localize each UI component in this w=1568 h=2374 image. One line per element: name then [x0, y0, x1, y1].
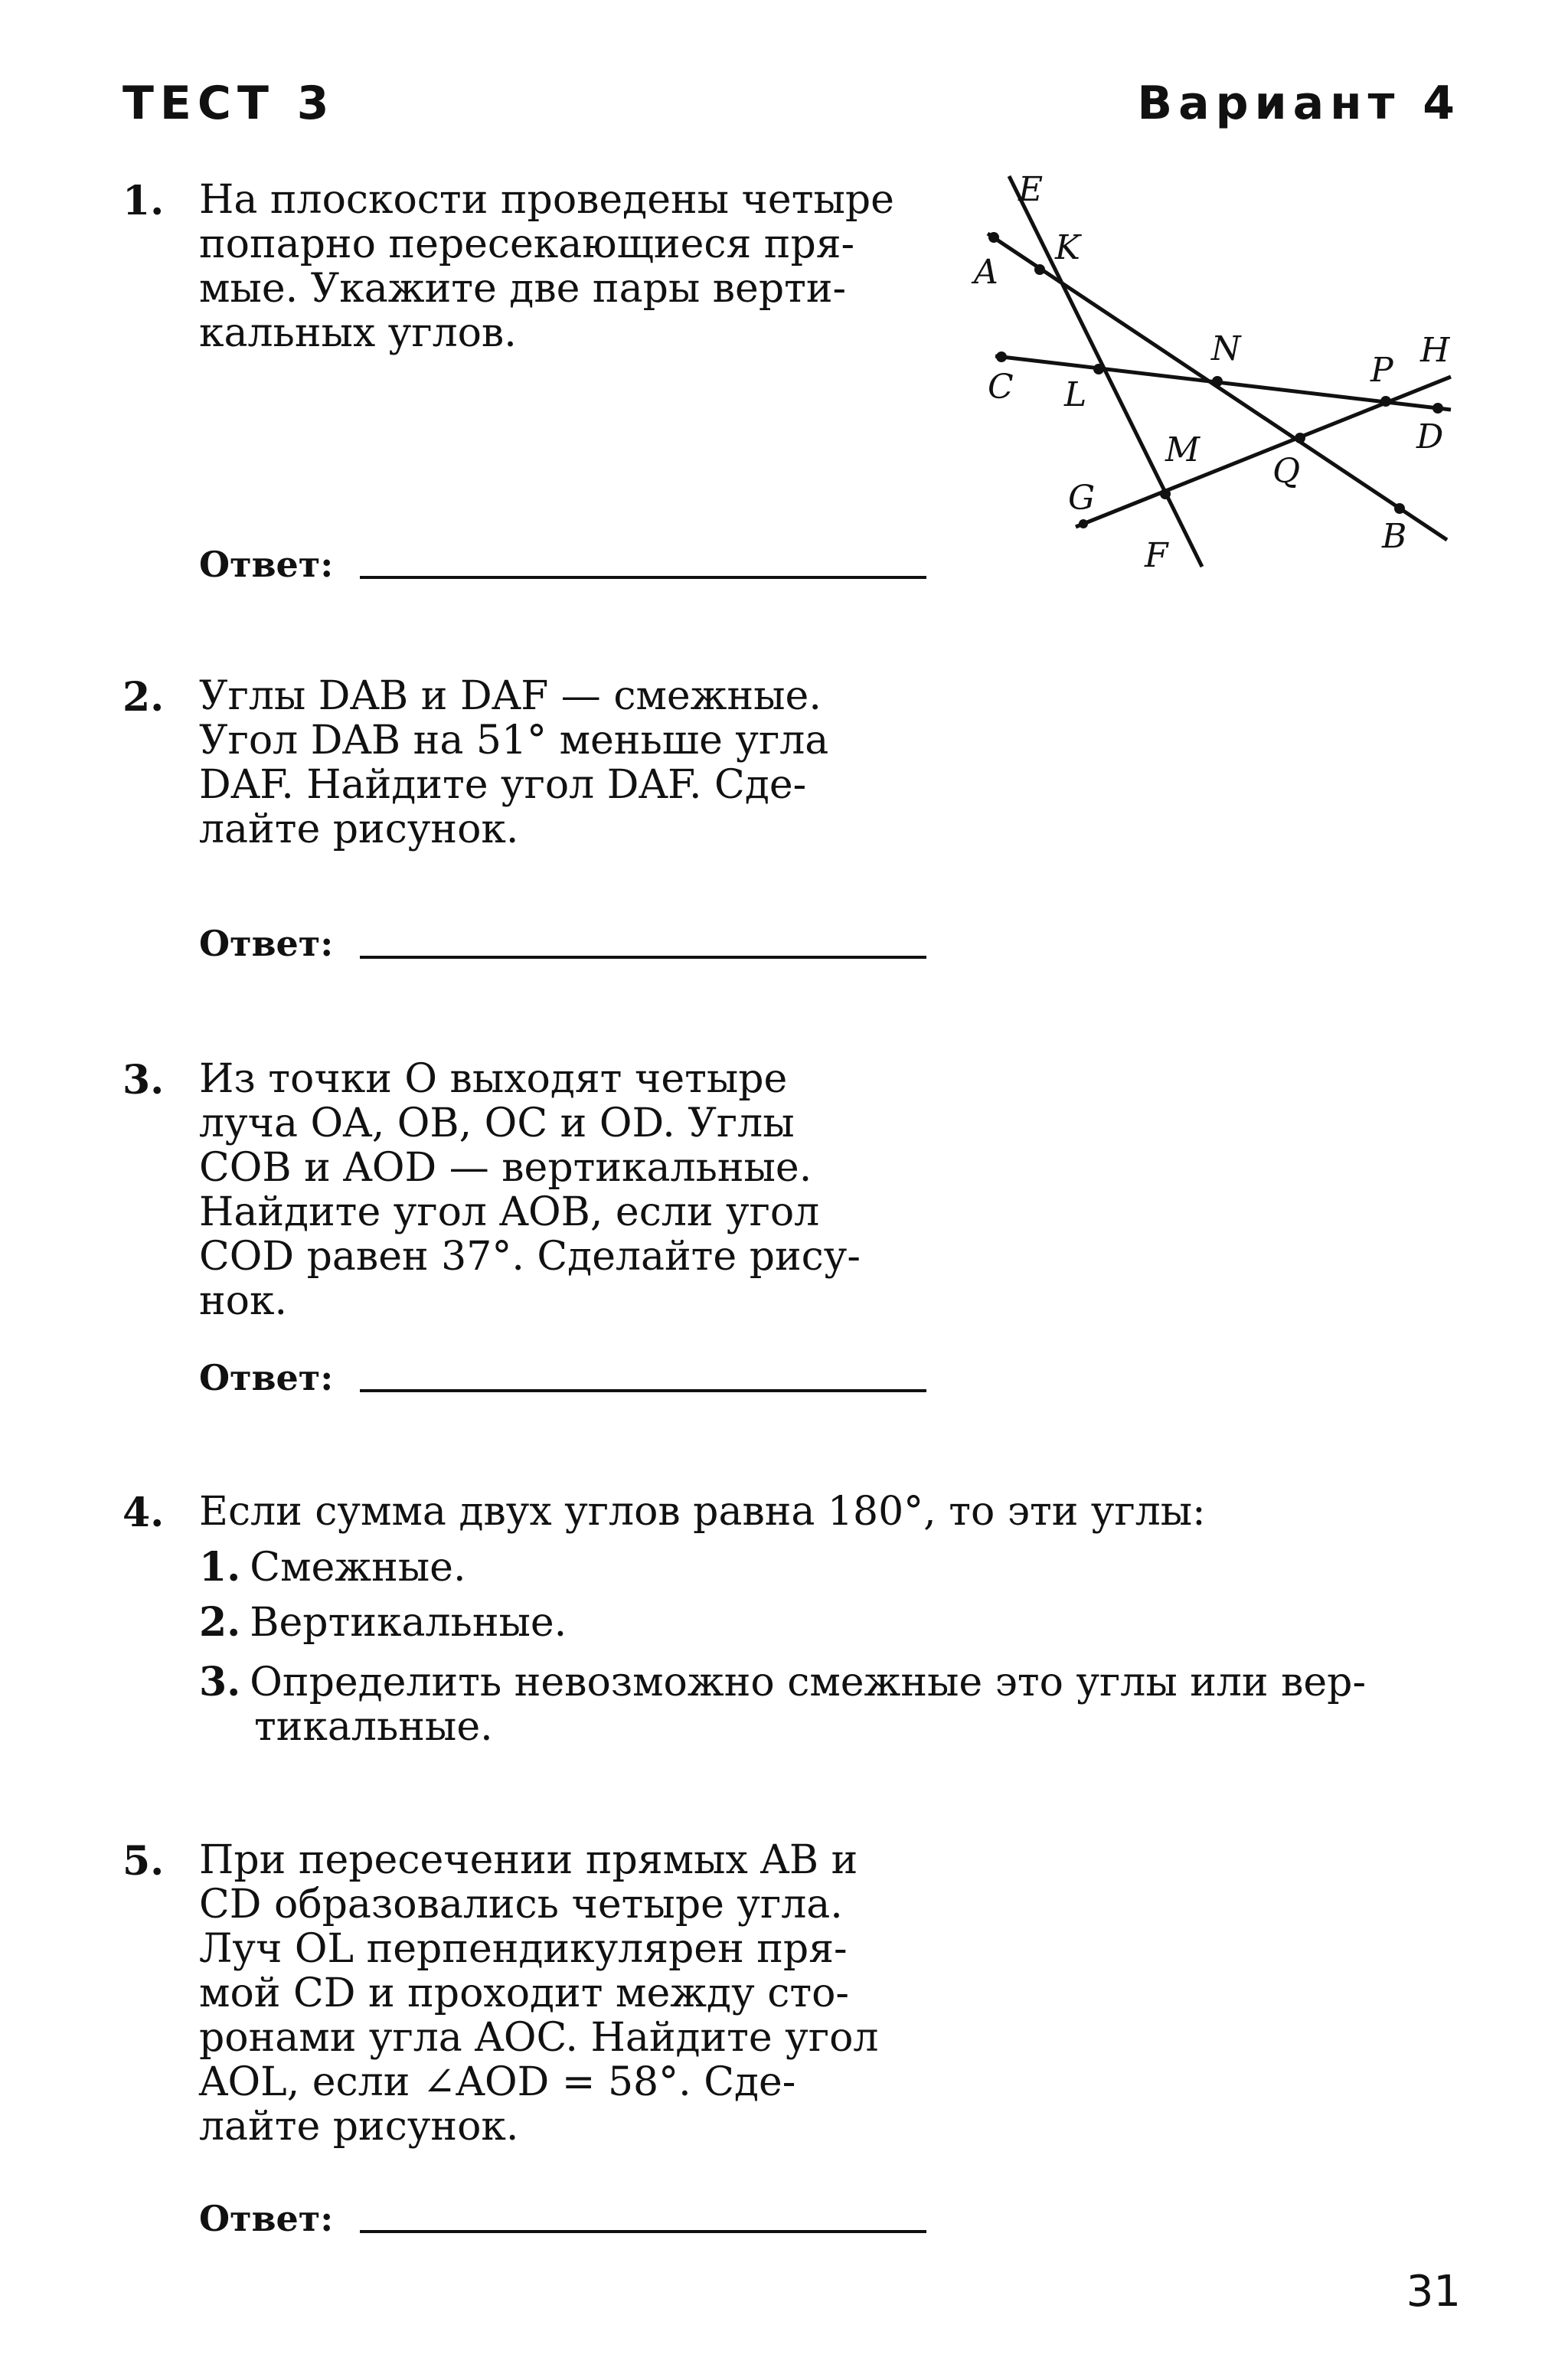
q1-line: На плоскости проведены четыре	[199, 177, 894, 223]
q5-answer-line[interactable]	[360, 2230, 926, 2233]
q1-line: мые. Укажите две пары верти-	[199, 266, 847, 312]
q5-answer-label: Ответ:	[199, 2198, 334, 2239]
page-number: 31	[1406, 2267, 1461, 2317]
q4-option-number: 3.	[199, 1659, 241, 1705]
point-A	[988, 232, 999, 243]
label-L: L	[1064, 375, 1087, 414]
label-N: N	[1211, 329, 1241, 368]
q1-figure	[957, 161, 1478, 590]
q4-option-1[interactable]	[199, 1545, 466, 1590]
q1-answer-label: Ответ:	[199, 544, 334, 585]
test-title: ТЕСТ 3	[122, 77, 335, 130]
q4-option-text: Определить невозможно смежные это углы или вер-	[250, 1660, 1367, 1705]
point-C	[996, 352, 1007, 362]
label-A: A	[974, 253, 998, 292]
q4-stem: Если сумма двух углов равна 180°, то эти углы:	[199, 1489, 1206, 1535]
label-K: K	[1055, 228, 1080, 267]
q2-line: Углы DAB и DAF — смежные.	[199, 673, 822, 719]
label-F: F	[1145, 536, 1168, 575]
variant-title: Вариант 4	[1137, 77, 1461, 130]
q2-number: 2.	[122, 674, 165, 721]
label-H: H	[1420, 331, 1450, 370]
q2-answer-line[interactable]	[360, 956, 926, 959]
q2-line: DAF. Найдите угол DAF. Сде-	[199, 762, 807, 808]
q2-answer-label: Ответ:	[199, 923, 334, 964]
point-B	[1394, 503, 1405, 514]
q3-text	[199, 1057, 861, 1323]
q5-text	[199, 1838, 878, 2149]
q4-number: 4.	[122, 1489, 165, 1536]
point-L	[1093, 364, 1104, 374]
q5-line: CD образовались четыре угла.	[199, 1882, 843, 1928]
label-E: E	[1018, 170, 1044, 209]
q1-answer-line[interactable]	[360, 576, 926, 579]
q1-line: попарно пересекающиеся пря-	[199, 221, 855, 267]
point-D	[1432, 403, 1443, 414]
q3-line: Найдите угол AOB, если угол	[199, 1189, 820, 1235]
q1-text	[199, 178, 894, 355]
point-Q	[1295, 433, 1305, 443]
q2-text	[199, 674, 828, 852]
q5-line: При пересечении прямых AB и	[199, 1837, 858, 1883]
label-D: D	[1416, 417, 1444, 456]
label-B: B	[1382, 517, 1407, 556]
q2-line: лайте рисунок.	[199, 806, 519, 852]
q4-option-3[interactable]	[199, 1660, 1366, 1749]
q5-line: Луч OL перпендикулярен пря-	[199, 1926, 848, 1972]
label-C: C	[988, 368, 1014, 407]
q4-option-text: Смежные.	[250, 1545, 466, 1591]
q3-line: COD равен 37°. Сделайте рису-	[199, 1234, 861, 1280]
label-P: P	[1370, 351, 1393, 390]
label-G: G	[1068, 479, 1096, 518]
label-Q: Q	[1272, 452, 1301, 491]
q5-line: ронами угла AOC. Найдите угол	[199, 2015, 879, 2061]
q4-option-number: 1.	[199, 1544, 241, 1591]
q5-line: лайте рисунок.	[199, 2104, 519, 2150]
q1-line: кальных углов.	[199, 310, 517, 356]
label-M: M	[1165, 430, 1200, 469]
point-P	[1380, 396, 1391, 407]
point-N	[1212, 376, 1223, 387]
q4-option-number: 2.	[199, 1599, 241, 1646]
q3-line: COB и AOD — вертикальные.	[199, 1145, 812, 1191]
q3-answer-line[interactable]	[360, 1389, 926, 1392]
q3-answer-label: Ответ:	[199, 1357, 334, 1398]
q5-line: AOL, если ∠AOD = 58°. Сде-	[199, 2059, 796, 2105]
q3-line: луча OA, OB, OC и OD. Углы	[199, 1100, 795, 1146]
q4-option-2[interactable]	[199, 1601, 567, 1645]
q5-number: 5.	[122, 1838, 165, 1885]
line-EF	[1009, 176, 1202, 567]
q4-option-text: Вертикальные.	[250, 1600, 567, 1646]
q5-line: мой CD и проходит между сто-	[199, 1970, 849, 2016]
point-M	[1160, 489, 1171, 499]
q3-line: нок.	[199, 1278, 287, 1324]
q4-option-text-cont: тикальные.	[254, 1704, 493, 1750]
q3-line: Из точки O выходят четыре	[199, 1056, 788, 1102]
point-K	[1034, 264, 1045, 275]
q2-line: Угол DAB на 51° меньше угла	[199, 718, 829, 764]
point-G	[1079, 519, 1088, 528]
q1-number: 1.	[122, 178, 165, 224]
q3-number: 3.	[122, 1057, 165, 1104]
